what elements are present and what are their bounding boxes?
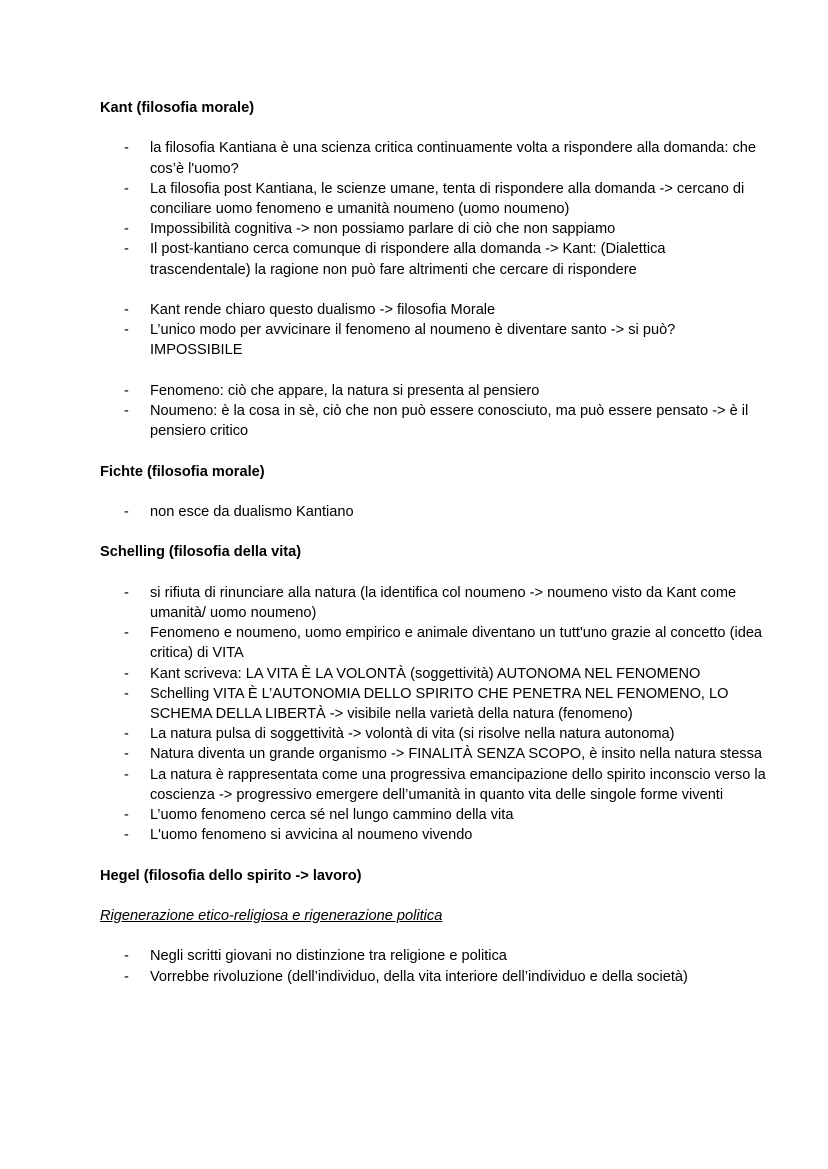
list-item: - si rifiuta di rinunciare alla natura (la identifica col noumeno -> noumeno visto da Kant come umanità/ uomo noumeno) — [100, 583, 768, 623]
section-heading: Hegel (filosofia dello spirito -> lavoro) — [100, 867, 362, 884]
list-item: - la filosofia Kantiana è una scienza critica continuamente volta a rispondere alla domanda: che cos’è l'uomo? — [100, 138, 768, 178]
list-item: - Kant rende chiaro questo dualismo -> filosofia Morale — [100, 300, 768, 320]
list-item: - Noumeno: è la cosa in sè, ciò che non può essere conosciuto, ma può essere pensato -> è il pensiero critico — [100, 401, 768, 441]
list-item: - non esce da dualismo Kantiano — [100, 502, 768, 522]
section-fichte — [100, 462, 768, 523]
section-schelling — [100, 542, 768, 845]
bullet-list — [100, 138, 768, 279]
list-item: - L’unico modo per avvicinare il fenomeno al noumeno è diventare santo -> si può? IMPOSSIBILE — [100, 320, 768, 360]
list-item: - Il post-kantiano cerca comunque di rispondere alla domanda -> Kant: (Dialettica trascendentale) la ragione non può fare altrimenti che cercare di rispondere — [100, 239, 768, 279]
list-item: - Impossibilità cognitiva -> non possiamo parlare di ciò che non sappiamo — [100, 219, 768, 239]
section-heading: Kant (filosofia morale) — [100, 100, 255, 116]
list-item: - Fenomeno e noumeno, uomo empirico e animale diventano un tutt'uno grazie al concetto (idea critica) di VITA — [100, 623, 768, 663]
list-item: - Kant scriveva: LA VITA È LA VOLONTÀ (soggettività) AUTONOMA NEL FENOMENO — [100, 664, 768, 684]
list-item: - La filosofia post Kantiana, le scienze umane, tenta di rispondere alla domanda -> cercano di conciliare uomo fenomeno e umanità noumeno (uomo noumeno) — [100, 179, 768, 219]
section-heading: Fichte (filosofia morale) — [100, 463, 265, 480]
list-item: - L’uomo fenomeno cerca sé nel lungo cammino della vita — [100, 805, 768, 825]
list-item: - Natura diventa un grande organismo -> FINALITÀ SENZA SCOPO, è insito nella natura stessa — [100, 744, 768, 764]
list-item: - Negli scritti giovani no distinzione tra religione e politica — [100, 946, 768, 966]
list-item: - Schelling VITA È L’AUTONOMIA DELLO SPIRITO CHE PENETRA NEL FENOMENO, LO SCHEMA DELLA LIBERTÀ -> visibile nella varietà della natura (fenomeno) — [100, 684, 768, 724]
list-item: - Fenomeno: ciò che appare, la natura si presenta al pensiero — [100, 381, 768, 401]
section-hegel — [100, 866, 768, 987]
list-item: - La natura è rappresentata come una progressiva emancipazione dello spirito inconscio verso la coscienza -> progressivo emergere dell’umanità in quanto vita delle singole forme viventi — [100, 765, 768, 805]
bullet-list — [100, 381, 768, 442]
section-subheading: Rigenerazione etico-religiosa e rigenerazione politica — [100, 907, 443, 924]
bullet-list — [100, 583, 768, 846]
list-item: - Vorrebbe rivoluzione (dell’individuo, della vita interiore dell’individuo e della società) — [100, 967, 768, 987]
bullet-list — [100, 300, 768, 361]
list-item: - L'uomo fenomeno si avvicina al noumeno vivendo — [100, 825, 768, 845]
bullet-list — [100, 946, 768, 986]
list-item: - La natura pulsa di soggettività -> volontà di vita (si risolve nella natura autonoma) — [100, 724, 768, 744]
section-kant — [100, 98, 768, 441]
bullet-list — [100, 502, 768, 522]
section-heading: Schelling (filosofia della vita) — [100, 544, 302, 561]
